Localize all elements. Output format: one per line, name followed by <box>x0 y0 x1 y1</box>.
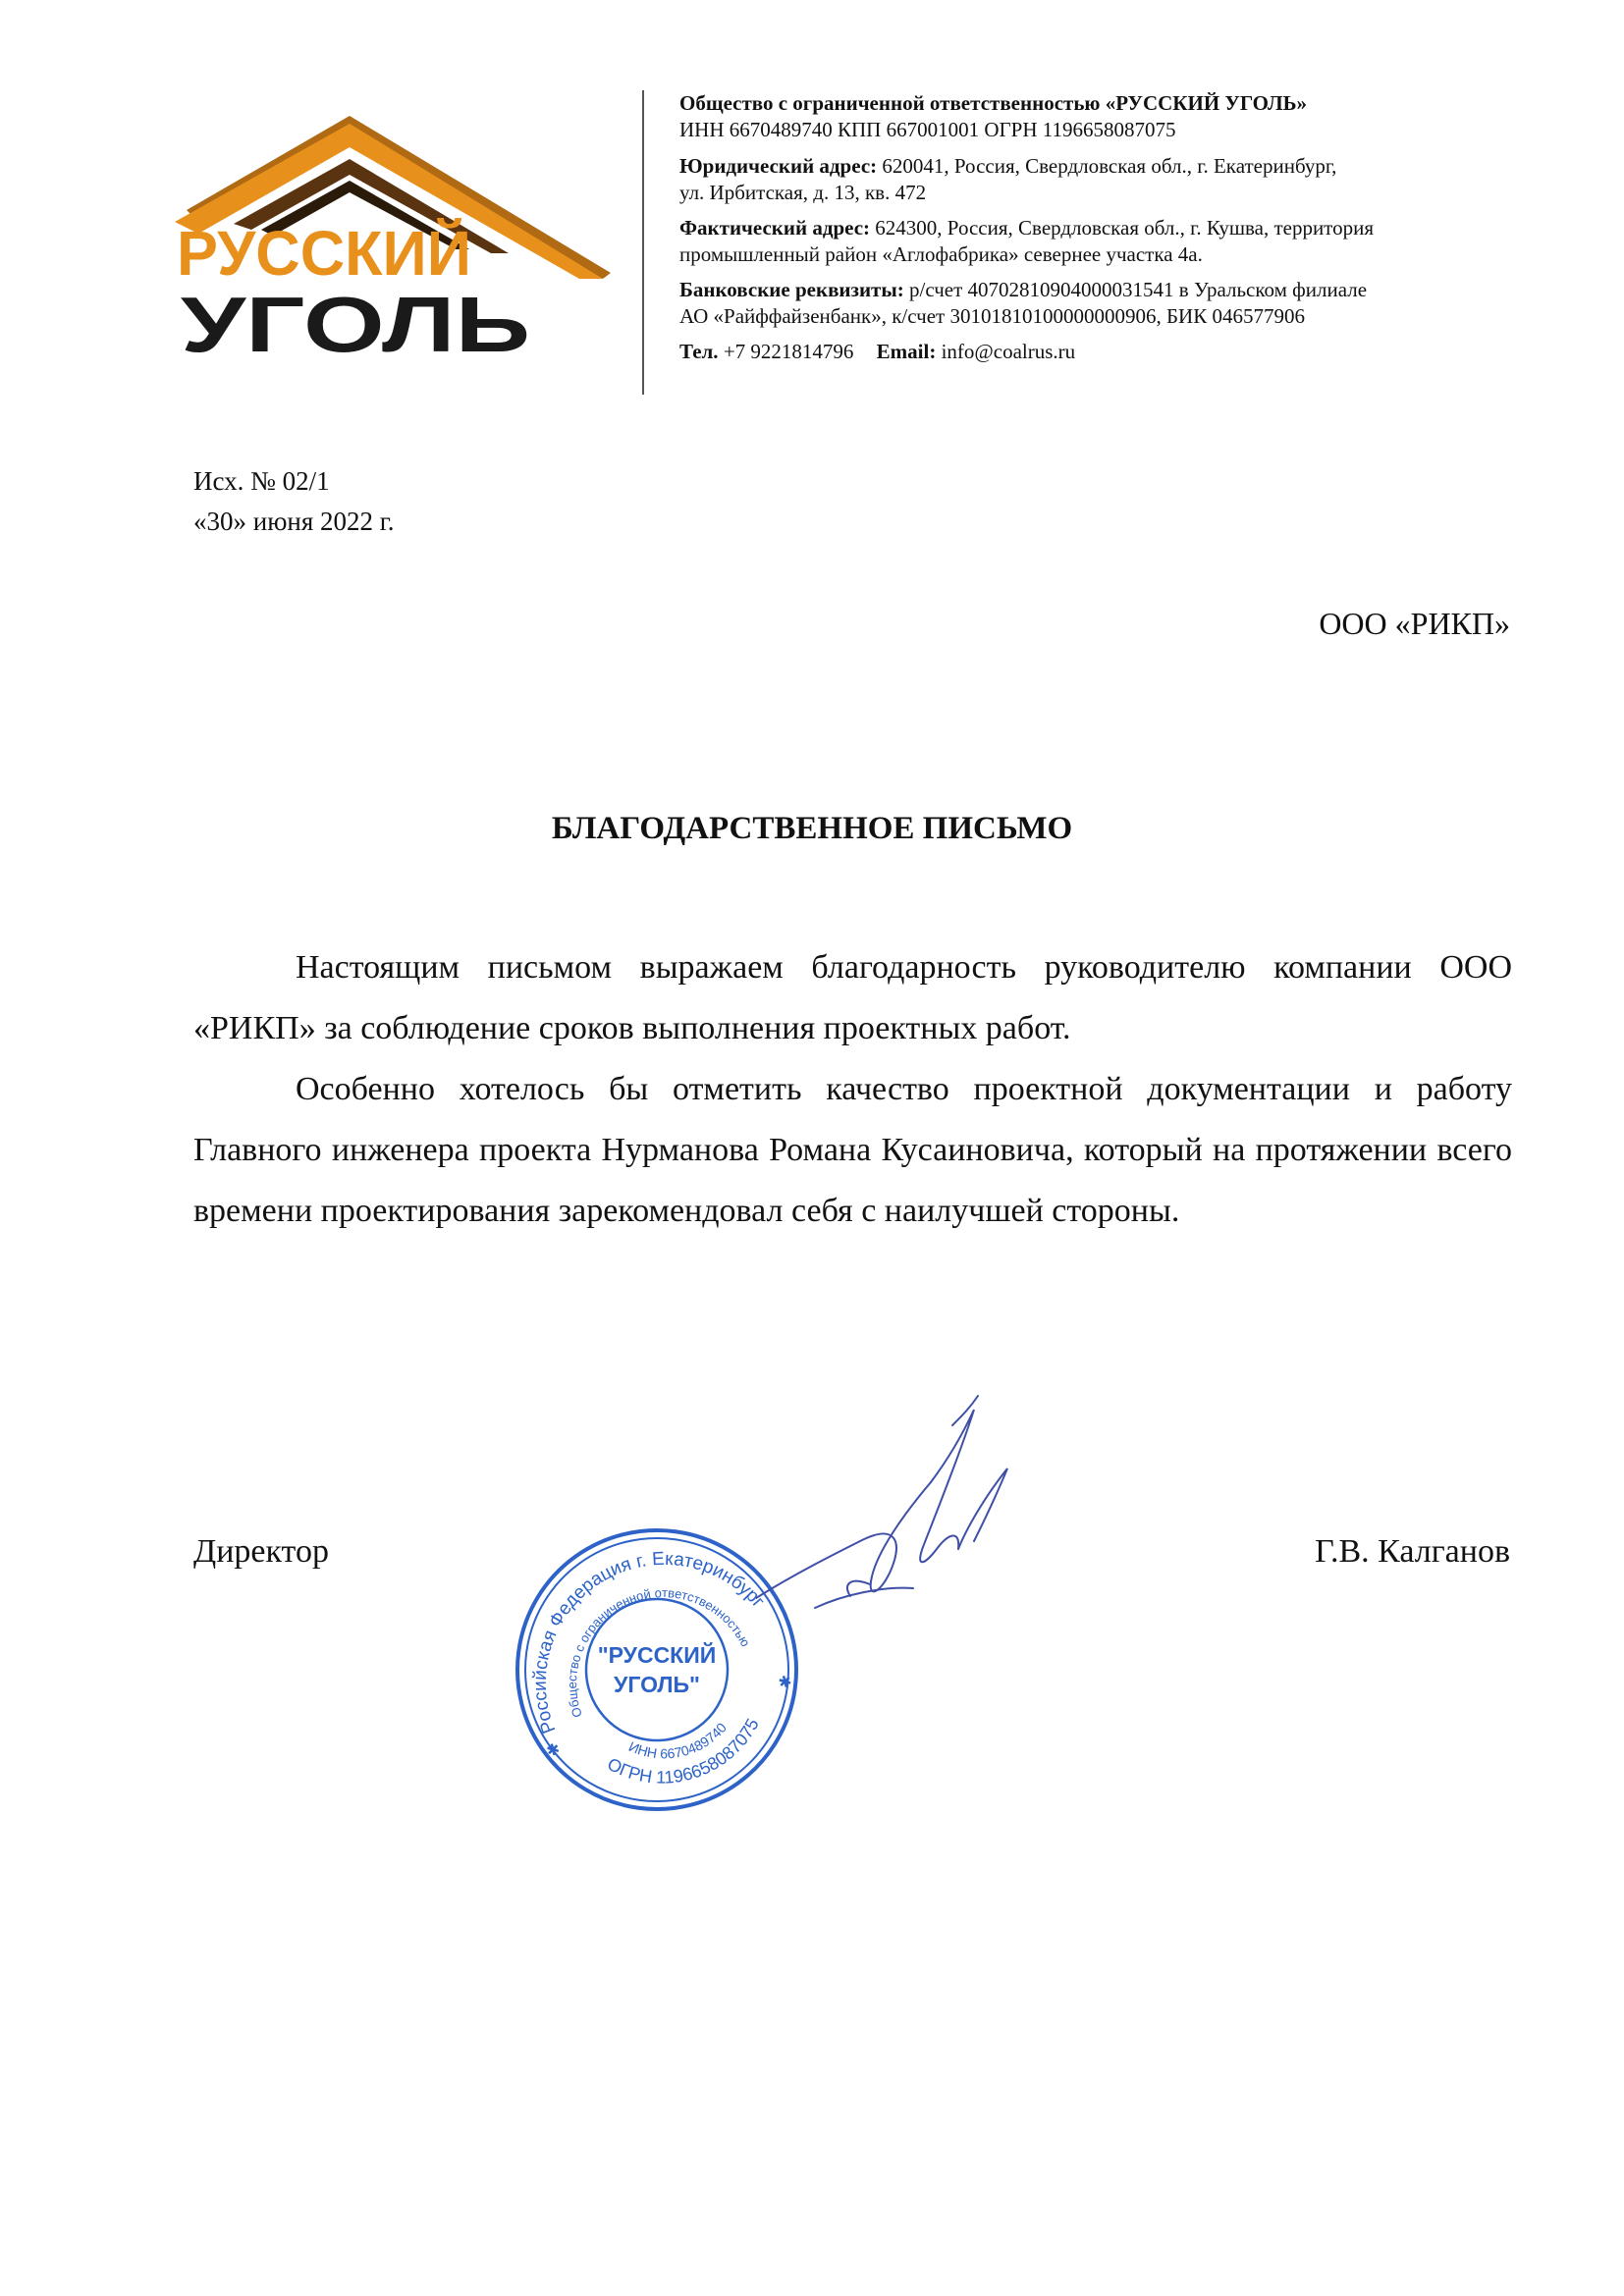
handwritten-signature <box>756 1392 1051 1647</box>
actual-address-line2: промышленный район «Аглофабрика» севернее участка 4а. <box>679 242 1203 266</box>
logo-text-line2: УГОЛЬ <box>181 281 530 361</box>
legal-address-line2: ул. Ирбитская, д. 13, кв. 472 <box>679 181 927 204</box>
signer-name: Г.В. Калганов <box>1315 1533 1510 1570</box>
company-requisites <box>679 90 1563 374</box>
body-paragraph-2: Особенно хотелось бы отметить качество проектной документации и работу Главного инженера проекта Нурманова Романа Кусаиновича, который на протяжении всего времени проектирования зарекомендовал себя с наилучшей стороны. <box>193 1071 1512 1229</box>
seal-outer-text: Российская Федерация г. Екатеринбург <box>529 1548 769 1736</box>
company-logo <box>175 116 617 361</box>
actual-address-label: Фактический адрес: <box>679 216 871 240</box>
header-divider <box>642 90 644 395</box>
addressee: ООО «РИКП» <box>1319 606 1510 641</box>
legal-address-label: Юридический адрес: <box>679 154 878 178</box>
outgoing-number: Исх. № 02/1 <box>193 466 330 496</box>
phone-value: +7 9221814796 <box>723 340 854 363</box>
seal-ogrn-text: ОГРН 1196658087075 <box>604 1715 763 1788</box>
legal-address-line1: 620041, Россия, Свердловская обл., г. Екатеринбург, <box>882 154 1337 178</box>
bank-details-label: Банковские реквизиты: <box>679 278 904 301</box>
letter-body <box>193 937 1512 1242</box>
actual-address-line1: 624300, Россия, Свердловская обл., г. Кушва, территория <box>875 216 1374 240</box>
company-name: Общество с ограниченной ответственностью «РУССКИЙ УГОЛЬ» <box>679 91 1307 115</box>
seal-star-right: ✱ <box>777 1673 794 1693</box>
email-label: Email: <box>876 340 937 363</box>
seal-center-line2: УГОЛЬ" <box>614 1672 700 1697</box>
seal-inn-text: ИНН 6670489740 <box>626 1719 730 1762</box>
letter-date: «30» июня 2022 г. <box>193 507 395 536</box>
letter-title: БЛАГОДАРСТВЕННОЕ ПИСЬМО <box>551 811 1073 846</box>
body-paragraph-1: Настоящим письмом выражаем благодарность руководителю компании ООО «РИКП» за соблюдение сроков выполнения проектных работ. <box>193 949 1512 1046</box>
seal-inner-text: Общество с ограниченной ответственностью <box>565 1585 754 1720</box>
signer-role: Директор <box>193 1533 329 1570</box>
logo-text-line1: РУССКИЙ <box>177 218 477 289</box>
bank-details-line2: АО «Райффайзенбанк», к/счет 30101810100000000906, БИК 046577906 <box>679 304 1305 328</box>
bank-details-line1: р/счет 40702810904000031541 в Уральском филиале <box>909 278 1368 301</box>
outgoing-reference <box>193 461 395 542</box>
company-ids: ИНН 6670489740 КПП 667001001 ОГРН 1196658087075 <box>679 118 1176 141</box>
email-value[interactable]: info@coalrus.ru <box>941 340 1076 363</box>
seal-center-line1: "РУССКИЙ <box>597 1642 717 1668</box>
phone-label: Тел. <box>679 340 719 363</box>
seal-star-left: ✱ <box>544 1740 563 1761</box>
